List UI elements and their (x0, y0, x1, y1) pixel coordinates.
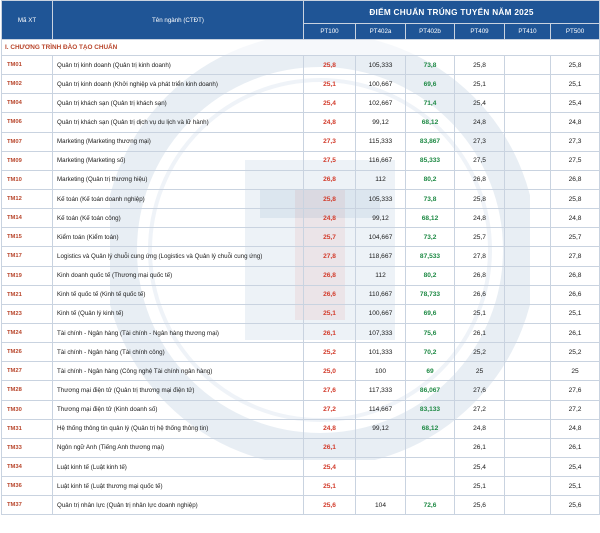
table-row (2, 209, 600, 228)
cell-pt410 (505, 438, 551, 457)
cell-code: TM07 (2, 132, 53, 151)
cell-pt402b: 78,733 (406, 285, 455, 304)
cell-pt409: 24,8 (455, 209, 505, 228)
cell-pt500: 25,1 (551, 304, 600, 323)
cell-name: Luật kinh tế (Luật thương mại quốc tế) (53, 477, 304, 496)
cell-pt409: 25,6 (455, 496, 505, 515)
cell-pt410 (505, 209, 551, 228)
cell-pt409: 27,5 (455, 151, 505, 170)
cell-pt410 (505, 343, 551, 362)
cell-pt409: 25,2 (455, 343, 505, 362)
cell-pt500: 25,7 (551, 228, 600, 247)
cell-pt500: 25,6 (551, 496, 600, 515)
cell-code: TM28 (2, 381, 53, 400)
cell-pt100: 25,0 (304, 362, 356, 381)
cell-pt410 (505, 304, 551, 323)
cell-code: TM30 (2, 400, 53, 419)
cell-pt100: 25,6 (304, 496, 356, 515)
cell-code: TM04 (2, 94, 53, 113)
cell-pt410 (505, 323, 551, 342)
cell-pt409: 26,8 (455, 170, 505, 189)
cell-pt409: 25,1 (455, 304, 505, 323)
cell-code: TM24 (2, 323, 53, 342)
cell-pt410 (505, 457, 551, 476)
cell-pt100: 27,3 (304, 132, 356, 151)
cell-pt402a: 100,667 (356, 75, 406, 94)
table-row (2, 113, 600, 132)
cell-code: TM15 (2, 228, 53, 247)
cell-pt402b: 68,12 (406, 113, 455, 132)
cell-pt500: 25,4 (551, 457, 600, 476)
cell-pt500: 25,4 (551, 94, 600, 113)
cell-name: Logistics và Quản lý chuỗi cung ứng (Logistics và Quản lý chuỗi cung ứng) (53, 247, 304, 266)
cell-pt409: 26,8 (455, 266, 505, 285)
table-row (2, 477, 600, 496)
cell-pt410 (505, 400, 551, 419)
cell-name: Kinh tế (Quản lý kinh tế) (53, 304, 304, 323)
cell-pt500: 26,1 (551, 438, 600, 457)
cell-pt500: 26,1 (551, 323, 600, 342)
cell-name: Tài chính - Ngân hàng (Tài chính - Ngân hàng thương mại) (53, 323, 304, 342)
cell-pt402a: 112 (356, 170, 406, 189)
cell-pt402a: 107,333 (356, 323, 406, 342)
cell-pt402a (356, 477, 406, 496)
table-row (2, 419, 600, 438)
cell-pt402a: 114,667 (356, 400, 406, 419)
cell-pt402a: 115,333 (356, 132, 406, 151)
cell-name: Quản trị kinh doanh (Khởi nghiệp và phát triển kinh doanh) (53, 75, 304, 94)
cell-pt402b (406, 477, 455, 496)
cell-pt100: 24,8 (304, 209, 356, 228)
cell-pt500: 27,5 (551, 151, 600, 170)
cell-pt100: 26,6 (304, 285, 356, 304)
header-group-title: ĐIỂM CHUẨN TRÚNG TUYỂN NĂM 2025 (304, 1, 600, 24)
cell-pt402a: 102,667 (356, 94, 406, 113)
cell-pt402b (406, 457, 455, 476)
cell-pt100: 25,1 (304, 75, 356, 94)
cell-pt500: 27,8 (551, 247, 600, 266)
cell-code: TM12 (2, 189, 53, 208)
header-method-pt402b: PT402b (406, 24, 455, 40)
table-row (2, 438, 600, 457)
cell-pt402a: 116,667 (356, 151, 406, 170)
cell-name: Marketing (Marketing thương mại) (53, 132, 304, 151)
cell-name: Quản trị kinh doanh (Quản trị kinh doanh) (53, 56, 304, 75)
cell-pt409: 25,8 (455, 189, 505, 208)
cell-pt410 (505, 477, 551, 496)
cell-pt100: 27,6 (304, 381, 356, 400)
cell-pt409: 25,7 (455, 228, 505, 247)
cell-name: Kiểm toán (Kiểm toán) (53, 228, 304, 247)
header-code: Mã XT (2, 1, 53, 40)
table-row (2, 151, 600, 170)
table-row (2, 75, 600, 94)
cell-pt402b: 73,8 (406, 56, 455, 75)
cell-pt410 (505, 94, 551, 113)
header-method-pt500: PT500 (551, 24, 600, 40)
table-row (2, 362, 600, 381)
cell-name: Marketing (Quản trị thương hiệu) (53, 170, 304, 189)
cell-pt410 (505, 151, 551, 170)
cell-pt409: 25,1 (455, 477, 505, 496)
cell-name: Kế toán (Kế toán công) (53, 209, 304, 228)
cell-pt402b: 80,2 (406, 266, 455, 285)
cell-pt402a: 100 (356, 362, 406, 381)
cell-pt100: 27,8 (304, 247, 356, 266)
cell-pt402a: 112 (356, 266, 406, 285)
table-row (2, 304, 600, 323)
header-method-pt409: PT409 (455, 24, 505, 40)
cell-pt410 (505, 362, 551, 381)
header-method-pt402a: PT402a (356, 24, 406, 40)
cell-pt500: 24,8 (551, 113, 600, 132)
cell-pt402a: 101,333 (356, 343, 406, 362)
table-row (2, 400, 600, 419)
cell-pt409: 24,8 (455, 113, 505, 132)
cell-pt402a: 105,333 (356, 189, 406, 208)
cell-pt402a: 104,667 (356, 228, 406, 247)
cell-pt402b: 71,4 (406, 94, 455, 113)
table-row (2, 189, 600, 208)
cell-pt410 (505, 496, 551, 515)
cell-pt402a: 99,12 (356, 419, 406, 438)
cell-code: TM23 (2, 304, 53, 323)
cell-pt500: 26,8 (551, 266, 600, 285)
cell-pt402b (406, 438, 455, 457)
cell-name: Marketing (Marketing số) (53, 151, 304, 170)
cell-name: Tài chính - Ngân hàng (Công nghệ Tài chính ngân hàng) (53, 362, 304, 381)
cell-pt500: 25 (551, 362, 600, 381)
cell-name: Tài chính - Ngân hàng (Tài chính công) (53, 343, 304, 362)
cell-pt402a: 99,12 (356, 209, 406, 228)
cell-pt402b: 69 (406, 362, 455, 381)
cell-pt410 (505, 381, 551, 400)
table-row (2, 228, 600, 247)
cell-pt500: 26,8 (551, 170, 600, 189)
cell-pt402a: 105,333 (356, 56, 406, 75)
cell-pt402b: 73,8 (406, 189, 455, 208)
cell-code: TM36 (2, 477, 53, 496)
cell-pt402a: 100,667 (356, 304, 406, 323)
cell-name: Thương mại điện tử (Quản trị thương mại điện tử) (53, 381, 304, 400)
cell-pt409: 26,6 (455, 285, 505, 304)
cell-pt402b: 69,6 (406, 304, 455, 323)
table-row (2, 496, 600, 515)
cell-pt409: 24,8 (455, 419, 505, 438)
cell-code: TM37 (2, 496, 53, 515)
cell-name: Ngôn ngữ Anh (Tiếng Anh thương mại) (53, 438, 304, 457)
cell-pt100: 25,1 (304, 477, 356, 496)
cell-code: TM14 (2, 209, 53, 228)
cell-pt402a (356, 438, 406, 457)
cell-pt500: 24,8 (551, 419, 600, 438)
cell-pt410 (505, 189, 551, 208)
table-row (2, 56, 600, 75)
cell-code: TM26 (2, 343, 53, 362)
table-row (2, 381, 600, 400)
cell-name: Quản trị nhân lực (Quản trị nhân lực doanh nghiệp) (53, 496, 304, 515)
cell-code: TM01 (2, 56, 53, 75)
cell-pt100: 26,8 (304, 266, 356, 285)
cell-pt500: 24,8 (551, 209, 600, 228)
cell-pt100: 25,1 (304, 304, 356, 323)
admission-score-table (1, 0, 600, 515)
cell-pt409: 26,1 (455, 438, 505, 457)
cell-pt500: 27,6 (551, 381, 600, 400)
cell-pt410 (505, 132, 551, 151)
cell-code: TM06 (2, 113, 53, 132)
cell-pt500: 25,2 (551, 343, 600, 362)
cell-pt410 (505, 247, 551, 266)
cell-name: Kế toán (Kế toán doanh nghiệp) (53, 189, 304, 208)
header-method-pt410: PT410 (505, 24, 551, 40)
cell-pt402b: 72,6 (406, 496, 455, 515)
cell-pt402b: 85,333 (406, 151, 455, 170)
table-row (2, 132, 600, 151)
cell-pt409: 25,1 (455, 75, 505, 94)
cell-code: TM34 (2, 457, 53, 476)
table-row (2, 285, 600, 304)
header-program-name: Tên ngành (CTĐT) (53, 1, 304, 40)
table-row (2, 94, 600, 113)
table-row (2, 266, 600, 285)
cell-name: Quản trị khách sạn (Quản trị dịch vụ du lịch và lữ hành) (53, 113, 304, 132)
cell-pt410 (505, 56, 551, 75)
cell-pt100: 25,8 (304, 189, 356, 208)
cell-pt402b: 86,067 (406, 381, 455, 400)
cell-name: Kinh tế quốc tế (Kinh tế quốc tế) (53, 285, 304, 304)
section-row (2, 40, 600, 56)
cell-pt500: 27,3 (551, 132, 600, 151)
cell-pt409: 27,2 (455, 400, 505, 419)
cell-pt410 (505, 170, 551, 189)
cell-pt410 (505, 75, 551, 94)
cell-code: TM27 (2, 362, 53, 381)
table-row (2, 343, 600, 362)
cell-code: TM33 (2, 438, 53, 457)
cell-pt100: 26,1 (304, 438, 356, 457)
cell-pt500: 25,1 (551, 477, 600, 496)
cell-pt500: 26,6 (551, 285, 600, 304)
cell-pt409: 25,8 (455, 56, 505, 75)
cell-pt402a: 104 (356, 496, 406, 515)
cell-pt100: 25,4 (304, 94, 356, 113)
cell-code: TM19 (2, 266, 53, 285)
cell-pt402a: 118,667 (356, 247, 406, 266)
cell-name: Luật kinh tế (Luật kinh tế) (53, 457, 304, 476)
cell-pt500: 25,8 (551, 56, 600, 75)
cell-pt410 (505, 266, 551, 285)
section-title: I. CHƯƠNG TRÌNH ĐÀO TẠO CHUẨN (2, 40, 600, 56)
cell-code: TM02 (2, 75, 53, 94)
cell-name: Hệ thống thông tin quản lý (Quản trị hệ thống thông tin) (53, 419, 304, 438)
cell-pt100: 25,7 (304, 228, 356, 247)
cell-pt100: 27,5 (304, 151, 356, 170)
cell-pt100: 26,1 (304, 323, 356, 342)
cell-pt410 (505, 228, 551, 247)
cell-pt100: 25,4 (304, 457, 356, 476)
cell-pt402a (356, 457, 406, 476)
cell-pt410 (505, 285, 551, 304)
cell-pt402b: 68,12 (406, 419, 455, 438)
cell-pt402b: 69,6 (406, 75, 455, 94)
cell-pt402a: 99,12 (356, 113, 406, 132)
cell-pt410 (505, 419, 551, 438)
cell-name: Quản trị khách sạn (Quản trị khách sạn) (53, 94, 304, 113)
cell-pt402b: 70,2 (406, 343, 455, 362)
cell-pt402b: 83,867 (406, 132, 455, 151)
cell-pt409: 25,4 (455, 457, 505, 476)
cell-pt100: 25,8 (304, 56, 356, 75)
table-row (2, 457, 600, 476)
cell-pt402a: 110,667 (356, 285, 406, 304)
cell-pt100: 27,2 (304, 400, 356, 419)
table-row (2, 170, 600, 189)
cell-pt409: 25 (455, 362, 505, 381)
table-header-row (2, 1, 600, 24)
cell-pt500: 27,2 (551, 400, 600, 419)
cell-pt402b: 68,12 (406, 209, 455, 228)
header-method-pt100: PT100 (304, 24, 356, 40)
cell-pt100: 25,2 (304, 343, 356, 362)
cell-code: TM10 (2, 170, 53, 189)
cell-pt402b: 87,533 (406, 247, 455, 266)
cell-pt100: 24,8 (304, 113, 356, 132)
cell-pt409: 27,8 (455, 247, 505, 266)
cell-pt402b: 75,6 (406, 323, 455, 342)
cell-pt402a: 117,333 (356, 381, 406, 400)
cell-code: TM09 (2, 151, 53, 170)
cell-pt500: 25,8 (551, 189, 600, 208)
cell-pt402b: 80,2 (406, 170, 455, 189)
cell-pt409: 27,6 (455, 381, 505, 400)
cell-name: Kinh doanh quốc tế (Thương mại quốc tế) (53, 266, 304, 285)
cell-pt100: 24,8 (304, 419, 356, 438)
cell-pt100: 26,8 (304, 170, 356, 189)
cell-code: TM17 (2, 247, 53, 266)
cell-pt402b: 73,2 (406, 228, 455, 247)
cell-pt500: 25,1 (551, 75, 600, 94)
cell-pt402b: 83,133 (406, 400, 455, 419)
cell-code: TM21 (2, 285, 53, 304)
table-row (2, 323, 600, 342)
cell-code: TM31 (2, 419, 53, 438)
cell-pt409: 26,1 (455, 323, 505, 342)
cell-name: Thương mại điện tử (Kinh doanh số) (53, 400, 304, 419)
cell-pt409: 25,4 (455, 94, 505, 113)
table-row (2, 247, 600, 266)
cell-pt410 (505, 113, 551, 132)
cell-pt409: 27,3 (455, 132, 505, 151)
